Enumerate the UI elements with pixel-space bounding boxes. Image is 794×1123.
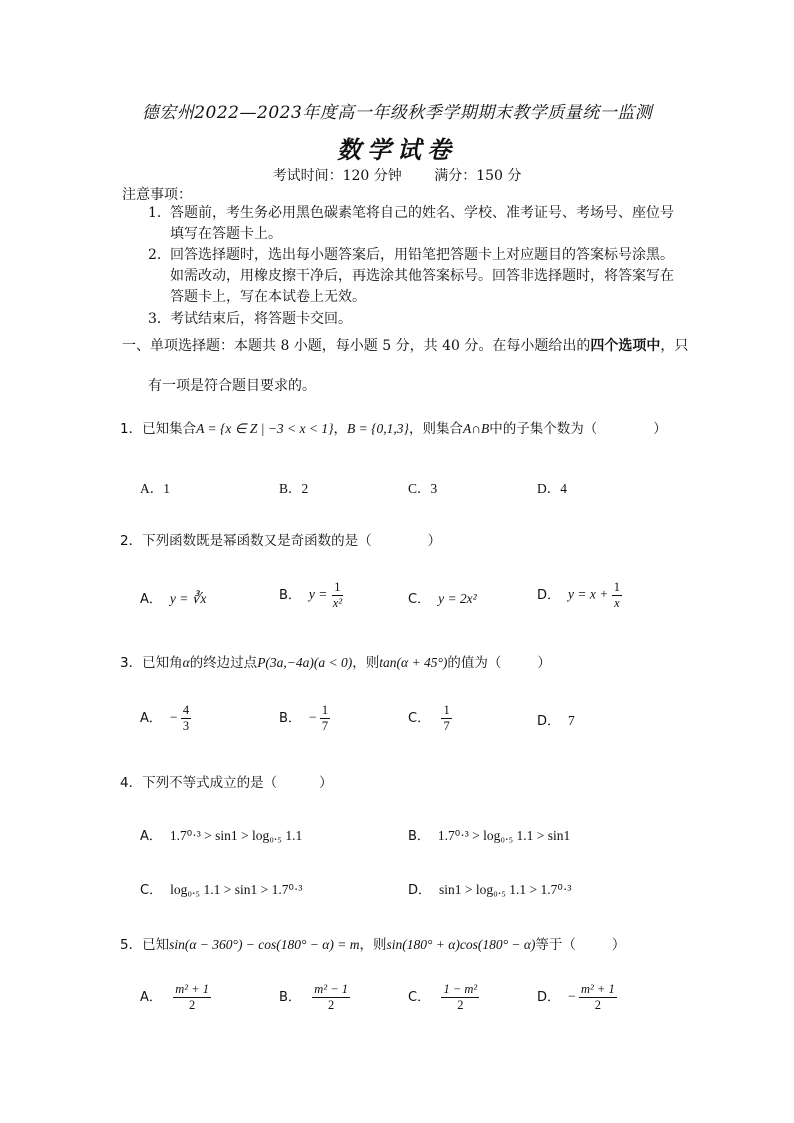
numerator: 1 [613, 580, 620, 594]
question-2-stem [120, 529, 441, 549]
question-4-option-a [140, 825, 302, 844]
question-text: ，则 [352, 655, 380, 671]
option-label: D． [537, 587, 561, 603]
math-expression: sin(α − 360°) − cos(180° − α) = m [169, 937, 360, 952]
math-expression: A = {x ∈ Z | −3 < x < 1} [196, 421, 334, 436]
math-expression: α [182, 655, 190, 670]
exam-info [0, 165, 794, 185]
question-4-option-c [140, 879, 302, 898]
question-5-option-d [537, 982, 617, 1013]
fraction [441, 703, 451, 734]
math-sign: − [169, 709, 178, 725]
question-text: 5．已知 [120, 937, 170, 953]
numerator: 1 [334, 580, 341, 594]
question-1-option-c: C．3 [408, 481, 438, 496]
question-3-option-a [140, 703, 191, 734]
fraction [312, 982, 350, 1013]
question-text: ，则 [359, 937, 387, 953]
question-text: ） [611, 937, 626, 953]
denominator: x² [332, 596, 343, 610]
option-label: B． [279, 989, 301, 1005]
fraction [331, 580, 344, 611]
note-item [148, 203, 674, 245]
section-text: ，只 [660, 338, 689, 354]
fraction [441, 982, 479, 1013]
note-item [148, 245, 674, 308]
option-label: D． [537, 714, 561, 729]
math-expression: 7 [568, 713, 575, 728]
denominator: 2 [457, 998, 464, 1012]
question-4-stem [120, 771, 333, 791]
note-text: 回答选择题时，选出每小题答案后，用铅笔把答题卡上对应题目的答案标号涂黑。 [170, 247, 674, 263]
math-expression: y = ∛x [169, 591, 207, 606]
math-expression: log₀.₅ 1.1 > sin1 > 1.7⁰·³ [170, 882, 303, 897]
question-text: 4．下列不等式成立的是（ [120, 775, 278, 791]
denominator: 2 [328, 998, 335, 1012]
math-expression: sin(180° + α)cos(180° − α) [386, 937, 536, 952]
numerator: 1 [321, 703, 329, 717]
math-sign: − [568, 988, 576, 1004]
option-label: B． [408, 829, 430, 844]
numerator: m² + 1 [175, 982, 209, 996]
math-expression: B = {0,1,3} [347, 421, 409, 436]
fraction [320, 703, 330, 734]
question-text: 等于（ [535, 937, 576, 953]
exam-header-title: 德宏州2022—2023年度高一年级秋季学期期末教学质量统一监测 [141, 103, 653, 123]
section-text: 一、单项选择题：本题共 8 小题，每小题 5 分，共 40 分。在每小题给出的 [122, 338, 591, 354]
question-2-option-d [537, 580, 622, 611]
question-3-option-d [537, 710, 575, 729]
question-text: 的值为（ [447, 655, 502, 671]
denominator: 2 [594, 998, 601, 1012]
question-5-option-c [408, 982, 479, 1013]
fraction [173, 982, 211, 1013]
option-label: C． [408, 592, 431, 607]
question-text: ） [319, 775, 333, 791]
exam-score: 满分：150 分 [434, 168, 522, 184]
option-label: B． [279, 710, 301, 726]
note-item [148, 309, 352, 330]
note-text: 填写在答题卡上。 [170, 226, 282, 242]
note-number: 3． [148, 311, 171, 327]
math-expression: sin1 > log₀.₅ 1.1 > 1.7⁰·³ [439, 882, 572, 897]
denominator: 2 [189, 998, 196, 1012]
notes-heading: 注意事项： [122, 187, 192, 203]
question-text: 2．下列函数既是幂函数又是奇函数的是（ [120, 533, 372, 549]
question-text: ） [653, 421, 667, 437]
question-1-option-a: A．1 [140, 481, 170, 496]
question-5-option-b [279, 982, 350, 1013]
question-text: 的终边过点 [189, 655, 258, 671]
question-3-stem [120, 651, 551, 671]
denominator: 3 [182, 719, 190, 733]
question-1-option-b: B．2 [279, 481, 309, 496]
exam-time: 考试时间：120 分钟 [272, 168, 402, 184]
fraction [612, 580, 622, 611]
option-label: C． [140, 883, 163, 898]
note-text: 如需改动，用橡皮擦干净后，再选涂其他答案标号。回答非选择题时，将答案写在 [170, 268, 674, 284]
section-heading-cont: 有一项是符合题目要求的。 [148, 378, 316, 394]
subject-title: 数学试卷 [337, 135, 457, 164]
math-expression: 1.7⁰·³ > log₀.₅ 1.1 > sin1 [437, 828, 571, 843]
math-expression: y = 2x² [438, 591, 477, 606]
math-expression: 1.7⁰·³ > sin1 > log₀.₅ 1.1 [169, 828, 303, 843]
numerator: m² − 1 [314, 982, 349, 996]
option-label: D． [537, 989, 561, 1005]
question-text: ，则集合 [408, 421, 463, 437]
note-number: 2． [148, 247, 171, 263]
math-expression: A∩B [462, 421, 490, 436]
denominator: 7 [443, 719, 450, 733]
section-emphasis: 四个选项中 [590, 338, 661, 354]
question-1-stem [120, 417, 667, 437]
denominator: 7 [321, 719, 329, 733]
option-label: D． [408, 883, 432, 898]
question-5-stem [120, 933, 625, 953]
question-text: ， [333, 421, 348, 437]
math-expression: y = x + [568, 586, 609, 602]
math-expression: P(3a,−4a)(a < 0) [257, 655, 353, 670]
option-label: C． [408, 710, 431, 726]
question-4-option-b [408, 825, 570, 844]
option-label: A． [140, 829, 162, 844]
question-4-option-d [408, 879, 571, 898]
fraction [181, 703, 191, 734]
question-2-option-a [140, 588, 206, 607]
numerator: 1 [443, 703, 450, 717]
question-text: 3．已知角 [120, 655, 183, 671]
question-2-option-c [408, 588, 477, 607]
question-text: ） [537, 655, 551, 671]
math-expression: y = [308, 586, 328, 602]
question-3-option-b [279, 703, 330, 734]
numerator: 4 [182, 703, 190, 717]
question-text: 1．已知集合 [120, 421, 197, 437]
question-5-option-a [140, 982, 211, 1013]
option-label: A． [140, 710, 162, 726]
numerator: 1 − m² [443, 982, 478, 996]
note-number: 1． [148, 205, 171, 221]
note-text: 考试结束后，将答题卡交回。 [170, 311, 352, 327]
math-expression: tan(α + 45°) [379, 655, 448, 670]
question-2-option-b [279, 580, 344, 611]
note-text: 答题前，考生务必用黑色碳素笔将自己的姓名、学校、准考证号、考场号、座位号 [170, 205, 674, 221]
section-heading [122, 335, 688, 355]
fraction [579, 982, 617, 1013]
option-label: B． [279, 587, 301, 603]
option-label: A． [140, 592, 162, 607]
question-text: ） [427, 533, 442, 549]
numerator: m² + 1 [581, 982, 615, 996]
math-sign: − [308, 709, 317, 725]
question-1-option-d: D．4 [537, 481, 567, 496]
note-text: 答题卡上，写在本试卷上无效。 [170, 289, 366, 305]
question-3-option-c [408, 703, 452, 734]
option-label: C． [408, 989, 431, 1005]
option-label: A． [140, 989, 162, 1005]
question-text: 中的子集个数为（ [489, 421, 598, 437]
denominator: x [614, 596, 620, 610]
